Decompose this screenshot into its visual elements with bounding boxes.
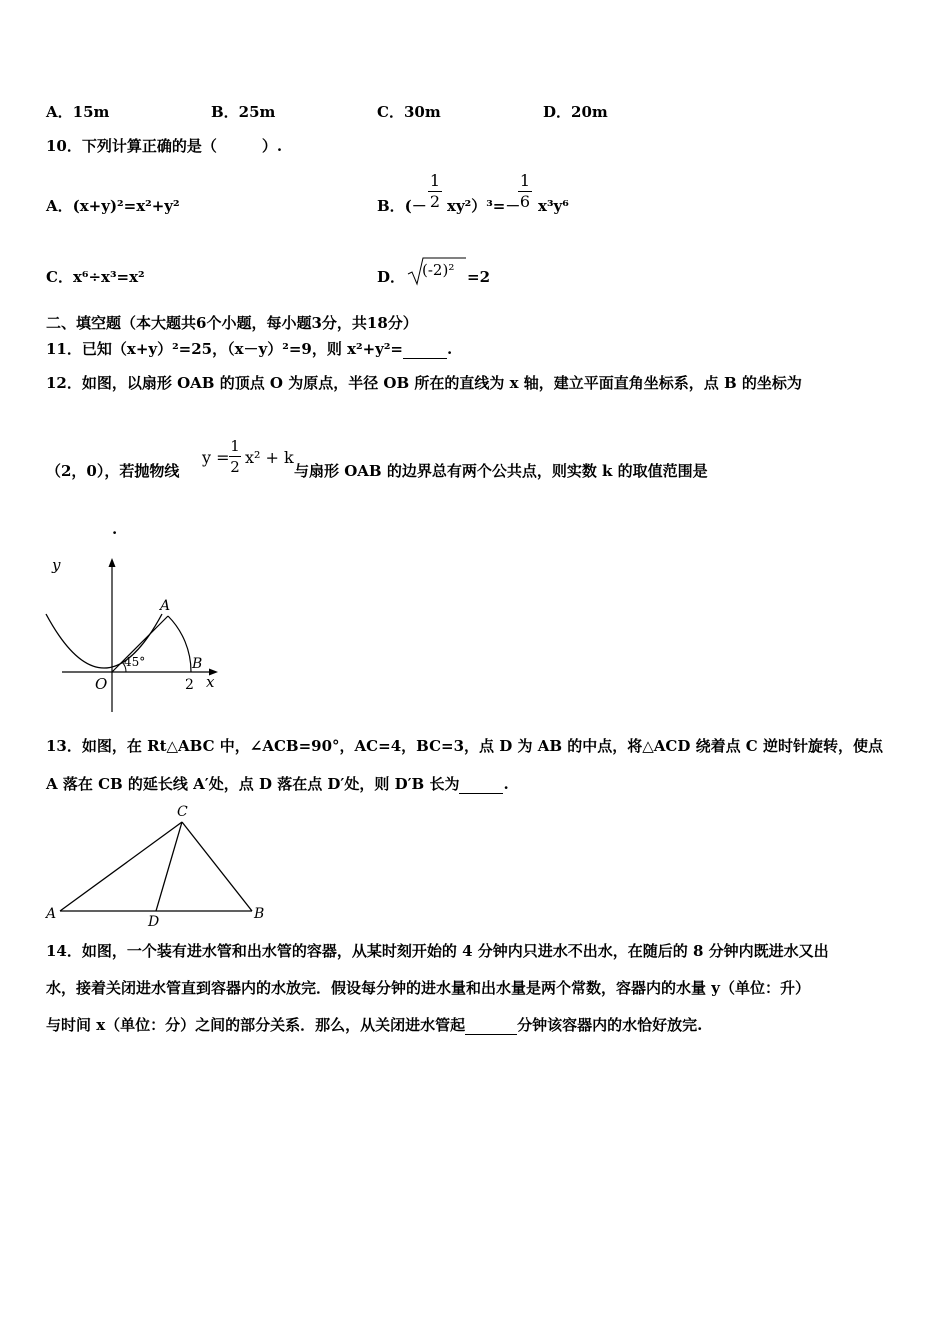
q13-fig-label-d: D	[148, 914, 160, 928]
q13-fig-label-a: A	[46, 906, 57, 922]
q10-b-frac1-num: 1	[429, 171, 441, 190]
q13-line2: A 落在 CB 的延长线 A′处，点 D 落在点 D′处，则 D′B 长为 .	[46, 775, 509, 793]
q12-fig-label-a: A	[160, 598, 171, 614]
q14-line3	[46, 1015, 702, 1035]
q12-fig-label-2: 2	[185, 677, 194, 693]
q12-formula-y: y =	[202, 448, 230, 467]
q14-line3-prefix: 与时间 x（单位：分）之间的部分关系．那么，从关闭进水管起	[46, 1016, 466, 1034]
q12-fig-label-o: O	[95, 675, 108, 693]
q10-option-a: A．(x+y)²=x²+y²	[46, 197, 180, 215]
q12-fig-label-b: B	[192, 656, 203, 672]
q10-b-fraction1	[428, 172, 442, 211]
q13-answer-blank[interactable]	[459, 793, 503, 794]
q9-option-c: C．30m	[377, 103, 441, 121]
q11-text: 11．已知（x+y）²=25，（x－y）²=9，则 x²+y²= .	[46, 340, 453, 358]
q12-line1: 12．如图，以扇形 OAB 的顶点 O 为原点，半径 OB 所在的直线为 x 轴，建立平面直角坐标系，点 B 的坐标为	[46, 374, 802, 392]
q12-line2-prefix: （2，0），若抛物线	[46, 462, 180, 480]
q9-option-d: D．20m	[543, 103, 608, 121]
q12-fig-label-angle: 45°	[124, 655, 146, 669]
q10-b-suffix: x³y⁶	[538, 197, 569, 215]
q13-fig-label-c: C	[177, 804, 188, 820]
q12-formula-num: 1	[230, 437, 240, 455]
q12-formula-rest: x² + k	[245, 448, 294, 467]
q14-line1: 14．如图，一个装有进水管和出水管的容器，从某时刻开始的 4 分钟内只进水不出水，在随后的 8 分钟内既进水又出	[46, 942, 829, 960]
q11-stem: 11．已知（x+y）²=25，（x－y）²=9，则 x²+y²=	[46, 340, 404, 358]
q12-fig-label-x: x	[206, 673, 215, 691]
section-heading: 二、填空题（本大题共6个小题，每小题3分，共18分）	[46, 314, 418, 332]
q10-b-frac1-den: 2	[429, 192, 441, 211]
q13-figure	[40, 800, 266, 928]
q10-b-prefix: B．(－	[377, 197, 427, 215]
q9-option-a: A．15m	[46, 103, 110, 121]
q11-answer-blank[interactable]	[403, 358, 447, 359]
q10-b-mid: xy²）³=－	[447, 197, 521, 215]
q10-d-prefix: D．	[377, 268, 406, 286]
q14-line3-suffix: 分钟该容器内的水恰好放完.	[517, 1016, 703, 1034]
q10-b-frac2-num: 1	[519, 171, 531, 190]
q13-line2-text: A 落在 CB 的延长线 A′处，点 D 落在点 D′处，则 D′B 长为	[46, 775, 460, 793]
q9-option-b: B．25m	[211, 103, 276, 121]
q10-b-fraction2	[518, 172, 532, 211]
q10-option-c: C．x⁶÷x³=x²	[46, 268, 145, 286]
q10-stem: 10．下列计算正确的是（ ）.	[46, 137, 283, 155]
q12-line2-suffix: 与扇形 OAB 的边界总有两个公共点，则实数 k 的取值范围是	[294, 462, 708, 480]
q14-line2: 水，接着关闭进水管直到容器内的水放完．假设每分钟的进水量和出水量是两个常数，容器内的水量 y（单位：升）	[46, 979, 810, 997]
q13-fig-label-b: B	[254, 906, 265, 922]
q12-period: .	[112, 520, 118, 538]
q10-d-radicand: (-2)²	[422, 261, 455, 279]
q10-b-frac2-den: 6	[519, 192, 531, 211]
q10-d-suffix: =2	[467, 268, 491, 286]
q12-fig-label-y: y	[52, 556, 61, 574]
q12-figure	[40, 552, 230, 720]
q12-formula-den: 2	[230, 458, 240, 476]
q12-formula-fraction	[229, 437, 241, 476]
q13-line1: 13．如图，在 Rt△ABC 中，∠ACB=90°，AC=4，BC=3，点 D 为 AB 的中点，将△ACD 绕着点 C 逆时针旋转，使点	[46, 737, 883, 755]
q14-answer-blank[interactable]	[465, 1034, 517, 1035]
